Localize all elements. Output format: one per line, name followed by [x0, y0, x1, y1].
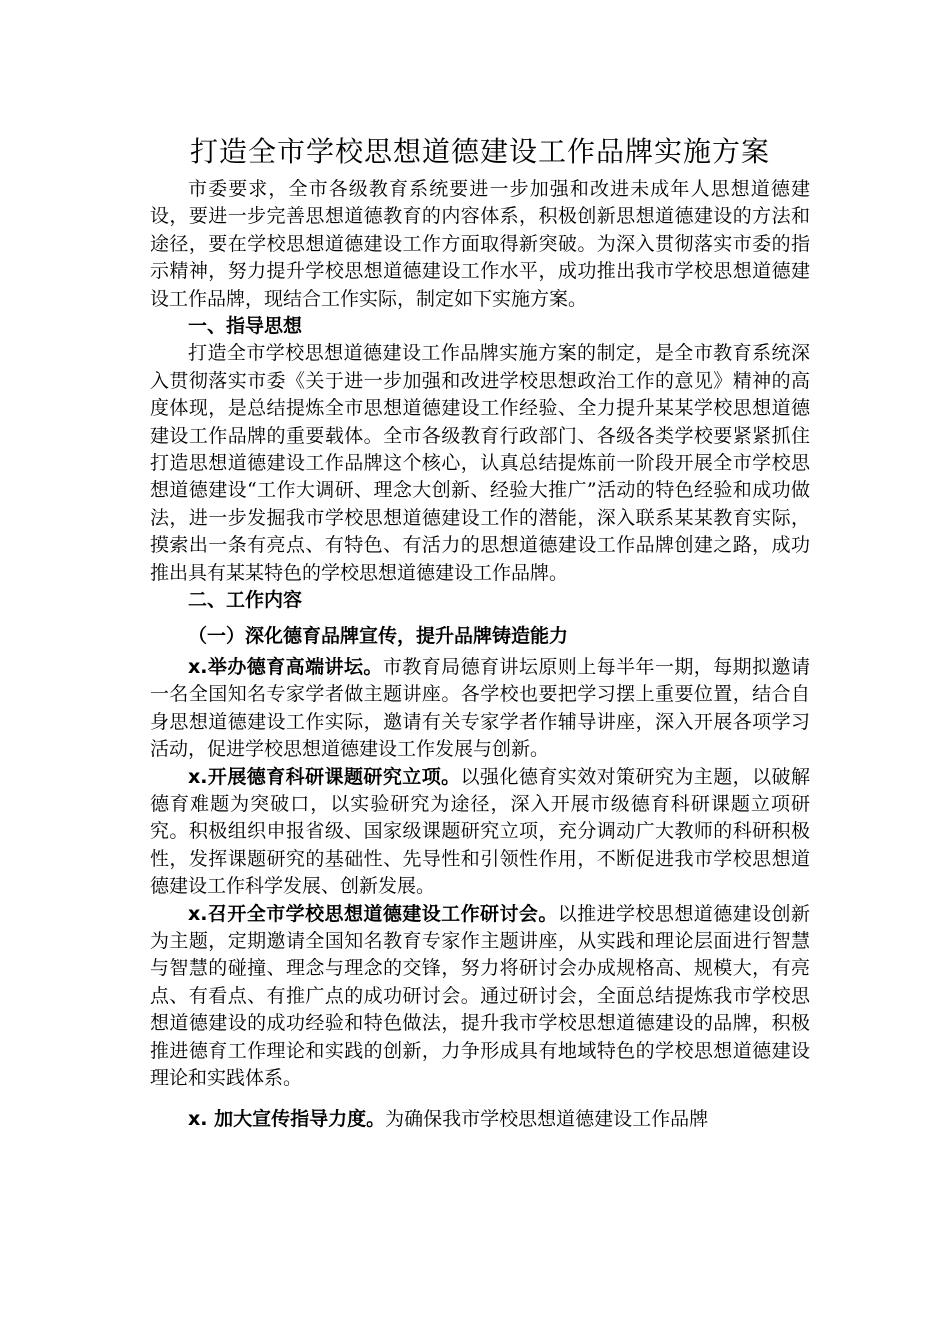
- item-paragraph-seminar: [150, 901, 810, 1093]
- document-body: [150, 132, 810, 1134]
- item-text: 市教育局德育讲坛原则上每半年一期，每期拟邀请一名全国知名专家学者做主题讲座。各学校也要把学习摆上重要位置，结合自身思想道德建设工作实际，邀请有关专家学者作辅导讲座，深入开展各项学习活动，促进学校思想道德建设工作发展与创新。: [150, 655, 810, 761]
- item-lead: x.召开全市学校思想道德建设工作研讨会。: [188, 902, 558, 925]
- item-text: 以强化德育实效对策研究为主题，以破解德育难题为突破口，以实验研究为途径，深入开展市级德育科研课题立项研究。积极组织申报省级、国家级课题研究立项，充分调动广大教师的科研积极性，发挥课题研究的基础性、先导性和引领性作用，不断促进我市学校思想道德建设工作科学发展、创新发展。: [150, 765, 810, 898]
- section-heading-work-content: 二、工作内容: [188, 589, 303, 612]
- item-lead: x.举办德育高端讲坛。: [188, 655, 383, 678]
- item-paragraph-lecture: [150, 654, 810, 764]
- item-paragraph-publicity: [150, 1106, 810, 1133]
- item-text: 以推进学校思想道德建设创新为主题，定期邀请全国知名教育专家作主题讲座，从实践和理论层面进行智慧与智慧的碰撞、理念与理念的交锋，努力将研讨会办成规格高、规模大，有亮点、有看点、有推广点的成功研讨会。通过研讨会，全面总结提炼我市学校思想道德建设的成功经验和特色做法，提升我市学校思想道德建设的品牌，积极推进德育工作理论和实践的创新，力争形成具有地域特色的学校思想道德建设理论和实践体系。: [150, 902, 810, 1089]
- item-paragraph-research: [150, 764, 810, 901]
- subsection-heading-brand-publicity: （一）深化德育品牌宣传，提升品牌铸造能力: [188, 624, 569, 647]
- item-lead: x.开展德育科研课题研究立项。: [188, 765, 461, 788]
- intro-paragraph: 市委要求，全市各级教育系统要进一步加强和改进未成年人思想道德建设，要进一步完善思想道德教育的内容体系，积极创新思想道德建设的方法和途径，要在学校思想道德建设工作方面取得新突破。为深入贯彻落实市委的指示精神，努力提升学校思想道德建设工作水平，成功推出我市学校思想道德建设工作品牌，现结合工作实际，制定如下实施方案。: [150, 178, 810, 310]
- item-text: 为确保我市学校思想道德建设工作品牌: [385, 1108, 709, 1131]
- item-lead: x. 加大宣传指导力度。: [188, 1108, 386, 1131]
- guiding-ideology-paragraph: 打造全市学校思想道德建设工作品牌实施方案的制定，是全市教育系统深入贯彻落实市委《关于进一步加强和改进学校思想政治工作的意见》精神的高度体现，是总结提炼全市思想道德建设工作经验、全力提升某某学校思想道德建设工作品牌的重要载体。全市各级教育行政部门、各级各类学校要紧紧抓住打造思想道德建设工作品牌这个核心，认真总结提炼前一阶段开展全市学校思想道德建设“工作大调研、理念大创新、经验大推广”活动的特色经验和成功做法，进一步发掘我市学校思想道德建设工作的潜能，深入联系某某教育实际，摸索出一条有亮点、有特色、有活力的思想道德建设工作品牌创建之路，成功推出具有某某特色的学校思想道德建设工作品牌。: [150, 342, 810, 584]
- document-title: 打造全市学校思想道德建设工作品牌实施方案: [189, 135, 770, 168]
- section-heading-guiding-ideology: 一、指导思想: [188, 315, 303, 338]
